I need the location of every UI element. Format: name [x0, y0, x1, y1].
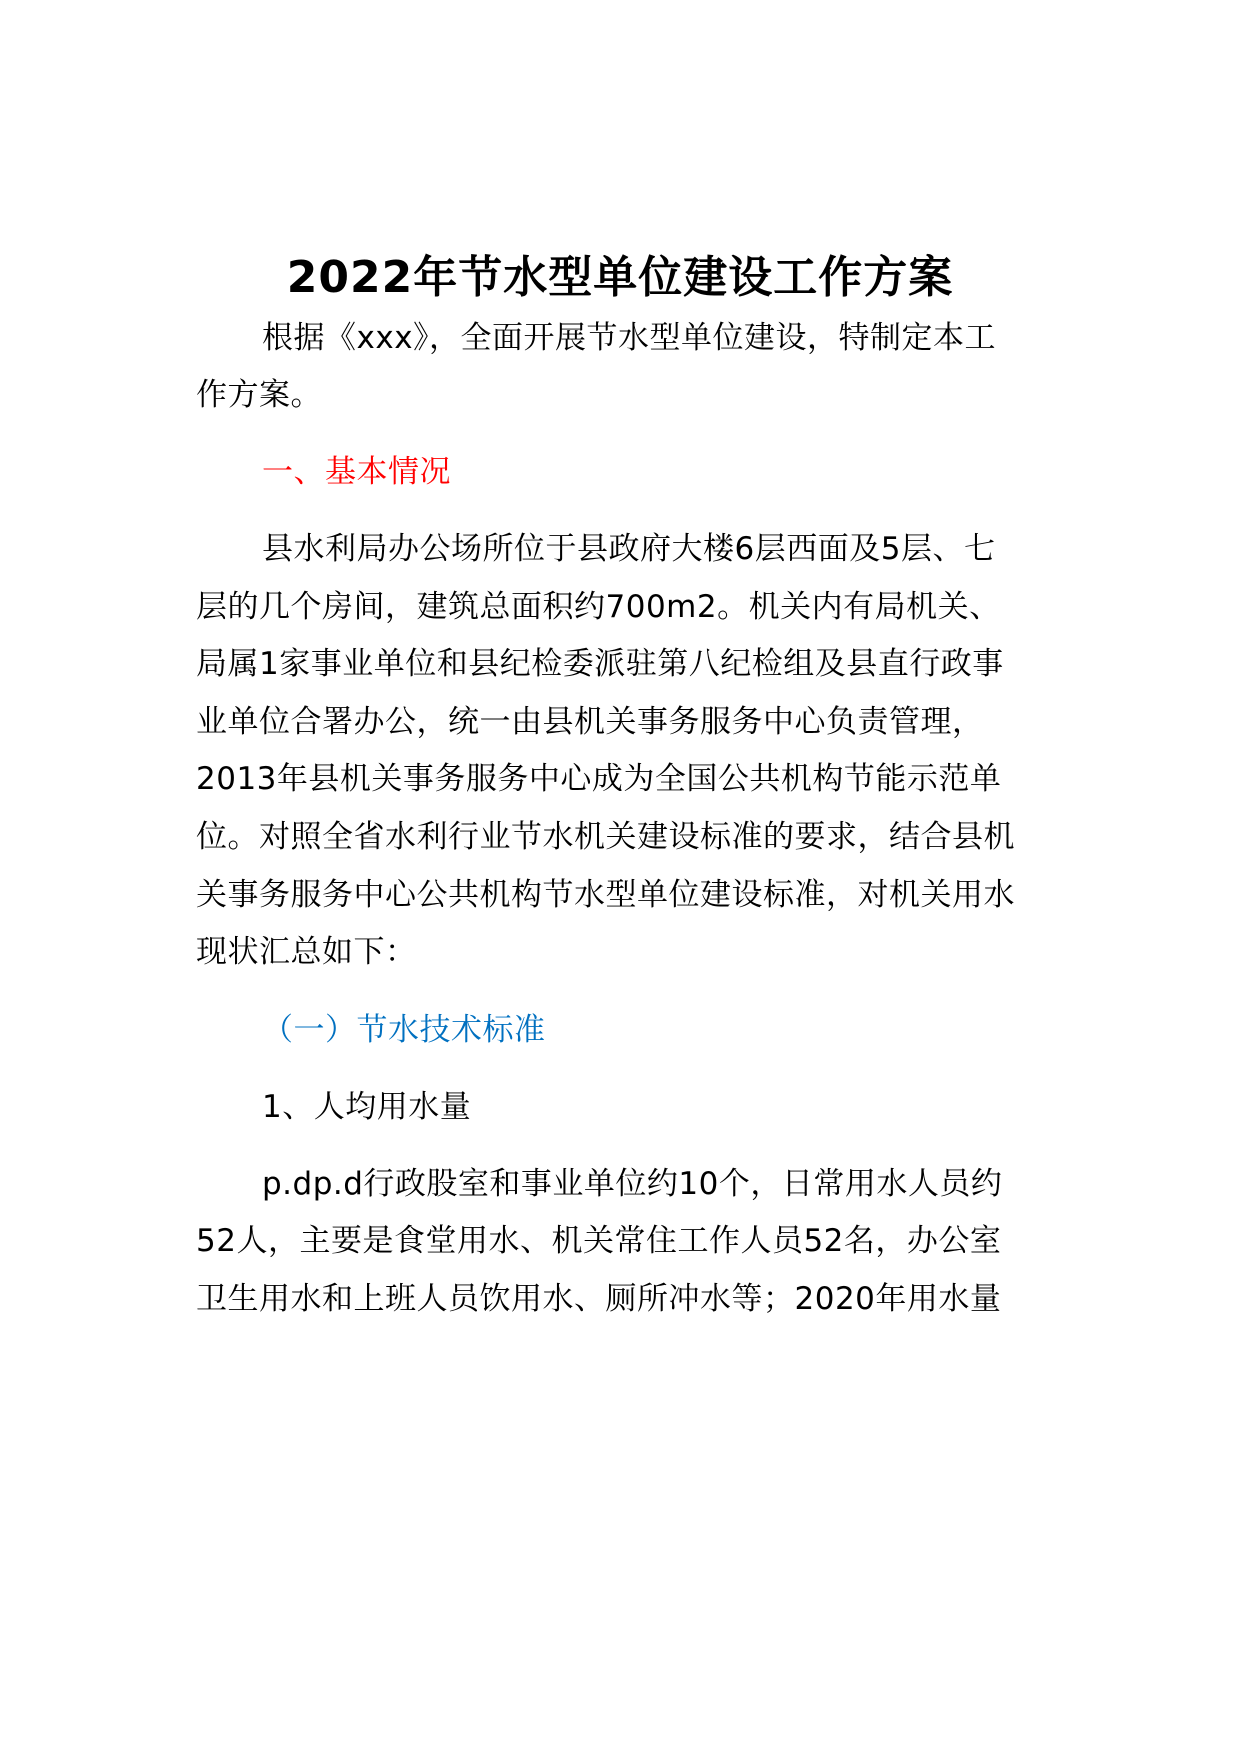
document-title: 2022年节水型单位建设工作方案 [286, 252, 954, 303]
section1-line-7: 关事务服务中心公共机构节水型单位建设标准，对机关用水 [196, 877, 1015, 913]
section1-line-3: 局属1家事业单位和县纪检委派驻第八纪检组及县直行政事 [196, 646, 1004, 682]
section1-line-5: 2013年县机关事务服务中心成为全国公共机构节能示范单 [196, 761, 1002, 797]
section1-line-6: 位。对照全省水利行业节水机关建设标准的要求，结合县机 [196, 819, 1015, 855]
section1-line-8: 现状汇总如下： [196, 934, 417, 970]
item-heading-per-capita-water: 1、人均用水量 [262, 1089, 472, 1125]
item1-line-2: 52人，主要是食堂用水、机关常住工作人员52名，办公室 [196, 1223, 1002, 1259]
section1-line-2: 层的几个房间，建筑总面积约700m2。机关内有局机关、 [196, 589, 1001, 625]
intro-line-2: 作方案。 [196, 377, 322, 413]
section-heading-basic-info: 一、基本情况 [262, 454, 451, 490]
item1-line-1: p.dp.d行政股室和事业单位约10个，日常用水人员约 [262, 1166, 1003, 1202]
section1-line-4: 业单位合署办公，统一由县机关事务服务中心负责管理， [196, 704, 984, 740]
subsection-heading-standards: （一）节水技术标准 [262, 1012, 546, 1048]
section1-line-1: 县水利局办公场所位于县政府大楼6层西面及5层、七 [262, 531, 996, 567]
intro-line-1: 根据《xxx》，全面开展节水型单位建设，特制定本工 [262, 320, 997, 356]
item1-line-3: 卫生用水和上班人员饮用水、厕所冲水等；2020年用水量 [196, 1281, 1002, 1317]
